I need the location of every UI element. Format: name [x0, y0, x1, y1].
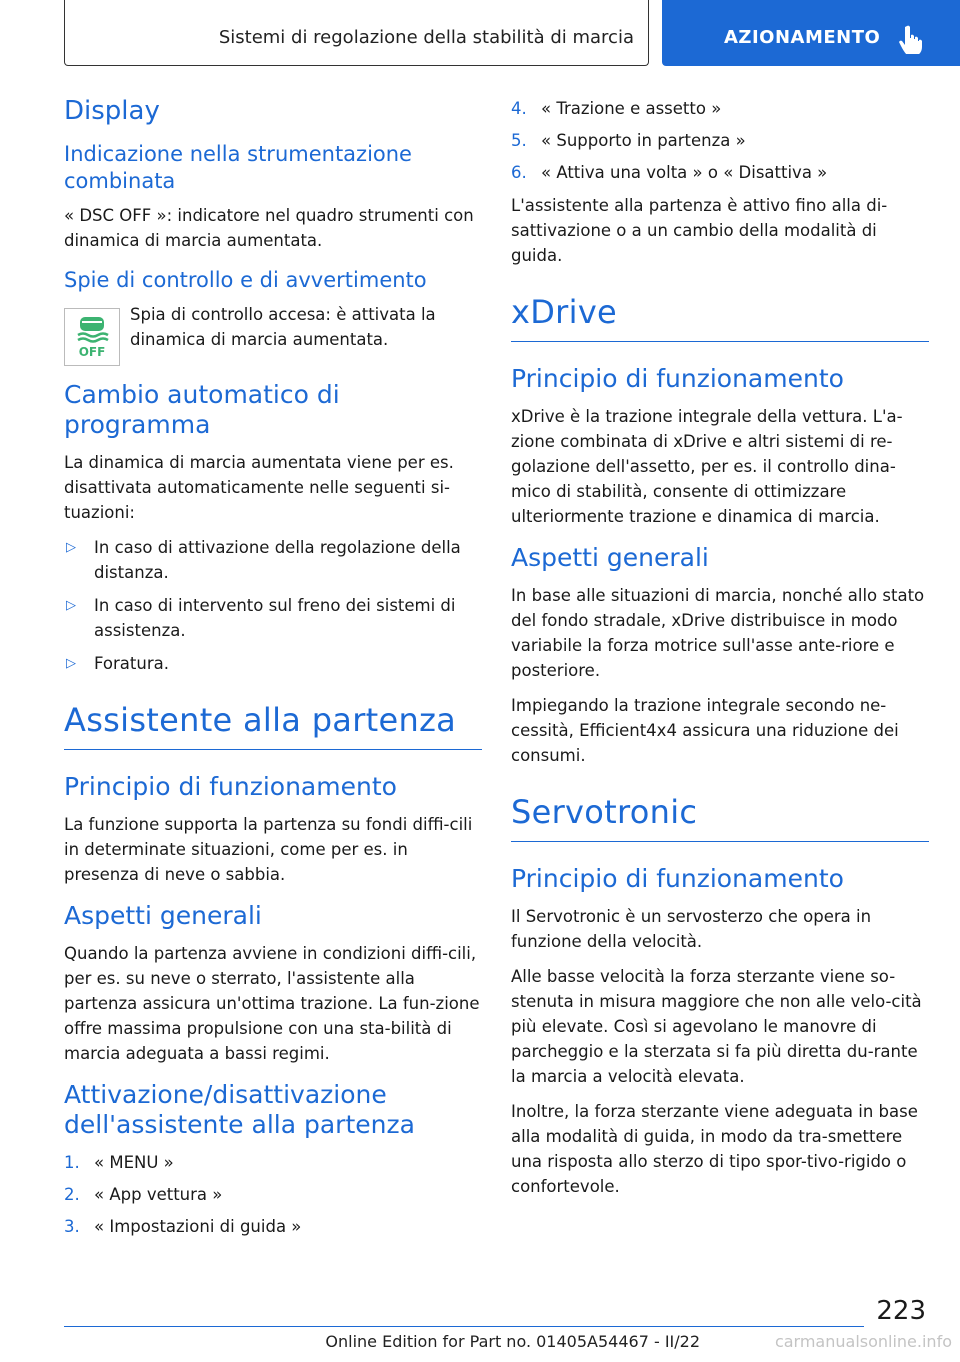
servotronic-text-1: Il Servotronic è un servosterzo che opera in funzione della velocità. [511, 906, 872, 951]
xdrive-heading: xDrive [511, 294, 929, 342]
xdrive-aspects-text-2: Impiegando la trazione integrale secondo ne-cessità, Efficient4x4 assicura una riduzione dei consumi. [511, 695, 899, 765]
general-aspects-heading: Aspetti generali [64, 900, 262, 930]
edition-text: Online Edition for Part no. 01405A54467 - II/22 [325, 1332, 700, 1351]
right-column [511, 96, 929, 1209]
principle-heading: Principio di funzionamento [64, 771, 397, 801]
dsc-off-icon [64, 308, 120, 366]
general-aspects-text: Quando la partenza avviene in condizioni diffi-cili, per es. su neve o sterrato, l'assistente alla partenza assicura un'ottima trazione. La fun-zione offre massima propulsione con una sta-bilità di marcia adeguata a bassi regimi. [64, 943, 480, 1063]
svg-text:OFF: OFF [78, 344, 106, 359]
footer-divider [64, 1326, 864, 1327]
watermark: carmanualsonline.info [774, 1332, 952, 1351]
header-chapter-tab [662, 0, 960, 66]
hand-pointer-icon [898, 24, 924, 54]
xdrive-aspects-text-1: In base alle situazioni di marcia, nonché allo stato del fondo stradale, xDrive distribuisce in modo variabile la forza motrice sull'asse ante-riore e posteriore. [511, 585, 925, 680]
triangle-bullet-icon: ▷ [66, 597, 76, 613]
list-item: 2. « App vettura » [64, 1184, 223, 1204]
list-item: ▷ Foratura. [64, 651, 482, 676]
list-item: 3. « Impostazioni di guida » [64, 1216, 302, 1236]
servotronic-principle-heading: Principio di funzionamento [511, 863, 844, 893]
servotronic-heading: Servotronic [511, 794, 929, 842]
list-item: 5. « Supporto in partenza » [511, 131, 746, 150]
header-section-box [64, 0, 649, 66]
activation-steps-continued [511, 96, 929, 185]
warning-lights-heading: Spie di controllo e di avvertimento [64, 267, 427, 292]
list-item: 1. « MENU » [64, 1152, 174, 1172]
xdrive-aspects-heading: Aspetti generali [511, 542, 709, 572]
triangle-bullet-icon: ▷ [66, 655, 76, 671]
servotronic-text-3: Inoltre, la forza sterzante viene adeguata in base alla modalità di guida, in modo da tra-smettere una risposta allo sterzo di tipo spor-tivo-rigido o confortevole. [511, 1101, 918, 1196]
list-item: 4. « Trazione e assetto » [511, 99, 722, 118]
xdrive-principle-heading: Principio di funzionamento [511, 363, 844, 393]
warning-light-row [64, 302, 482, 366]
list-item: ▷ In caso di intervento sul freno dei sistemi di assistenza. [64, 593, 482, 643]
page-number: 223 [876, 1296, 926, 1326]
auto-change-heading: Cambio automatico di programma [64, 379, 340, 439]
auto-change-text: La dinamica di marcia aumentata viene per es. disattivata automaticamente nelle seguenti si-tuazioni: [64, 452, 454, 522]
instrument-heading: Indicazione nella strumentazione combinata [64, 142, 412, 194]
activation-heading: Attivazione/disattivazione dell'assistente alla partenza [64, 1079, 415, 1139]
list-item: 6. « Attiva una volta » o « Disattiva » [511, 163, 828, 182]
principle-text: La funzione supporta la partenza su fondi diffi-cili in determinate situazioni, come per es. in presenza di neve o sabbia. [64, 814, 473, 884]
chapter-title: AZIONAMENTO [724, 27, 881, 48]
display-heading: Display [64, 96, 160, 126]
situation-list [64, 535, 482, 676]
left-column [64, 96, 482, 1247]
steps-text: L'assistente alla partenza è attivo fino alla di-sattivazione o a un cambio della modalità di guida. [511, 196, 888, 265]
warning-light-text: Spia di controllo accesa: è attivata la dinamica di marcia aumentata. [130, 304, 436, 349]
start-assist-heading: Assistente alla partenza [64, 702, 482, 750]
triangle-bullet-icon: ▷ [66, 539, 76, 555]
activation-steps [64, 1150, 482, 1239]
list-item: ▷ In caso di attivazione della regolazione della distanza. [64, 535, 482, 585]
instrument-text: « DSC OFF »: indicatore nel quadro strumenti con dinamica di marcia aumentata. [64, 205, 474, 250]
xdrive-principle-text: xDrive è la trazione integrale della vettura. L'a-zione combinata di xDrive e altri sistemi di re-golazione dell'assetto, per es. il controllo dina-mico di stabilità, consente di ottimizzare ulteriormente trazione e dinamica di marcia. [511, 406, 903, 526]
servotronic-text-2: Alle basse velocità la forza sterzante viene so-stenuta in misura maggiore che non alle velo-cità più elevate. Così si agevolano le manovre di parcheggio e la sterzata si fa più diretta du-rante la marcia a velocità elevata. [511, 966, 922, 1086]
section-title: Sistemi di regolazione della stabilità di marcia [218, 27, 634, 48]
